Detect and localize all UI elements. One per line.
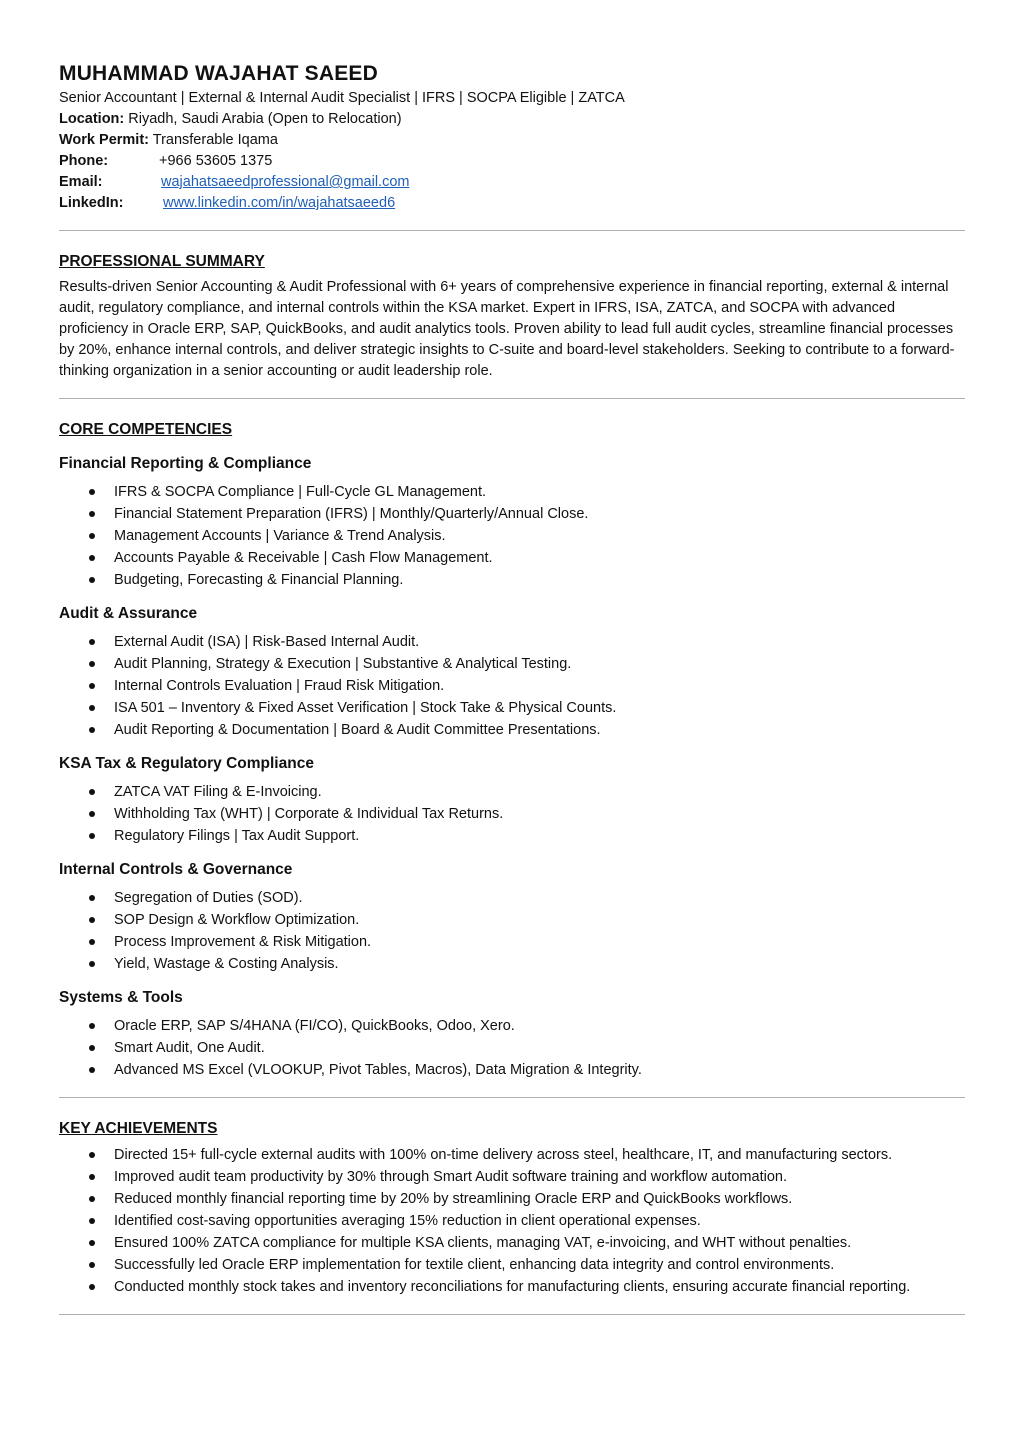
achievements-title: KEY ACHIEVEMENTS [59, 1120, 218, 1137]
competency-list [59, 887, 965, 975]
bullet-icon [89, 661, 95, 667]
list-item-text: Smart Audit, One Audit. [114, 1040, 265, 1056]
achievements-list [59, 1144, 965, 1298]
list-item [59, 1232, 965, 1254]
bullet-icon [89, 1218, 95, 1224]
list-item-text: Internal Controls Evaluation | Fraud Risk Mitigation. [114, 678, 445, 694]
competency-group [59, 859, 965, 975]
list-item [59, 953, 965, 975]
list-item-text: Identified cost-saving opportunities averaging 15% reduction in client operational expenses. [114, 1213, 701, 1229]
list-item-text: ZATCA VAT Filing & E-Invoicing. [114, 784, 322, 800]
competencies-title: CORE COMPETENCIES [59, 421, 233, 438]
list-item-text: Audit Planning, Strategy & Execution | Substantive & Analytical Testing. [114, 656, 572, 672]
list-item-text: Directed 15+ full-cycle external audits with 100% on-time delivery across steel, healthcare, IT, and manufacturing sectors. [114, 1147, 893, 1163]
list-item [59, 825, 965, 847]
bullet-icon [89, 533, 95, 539]
bullet-icon [89, 683, 95, 689]
list-item [59, 1015, 965, 1037]
list-item-text: Successfully led Oracle ERP implementation for textile client, enhancing data integrity and control environments. [114, 1257, 835, 1273]
bullet-icon [89, 639, 95, 645]
list-item [59, 503, 965, 525]
work-permit-label: Work Permit: [59, 132, 149, 148]
resume-header [59, 60, 965, 214]
list-item [59, 675, 965, 697]
list-item-text: Ensured 100% ZATCA compliance for multiple KSA clients, managing VAT, e-invoicing, and WHT without penalties. [114, 1235, 852, 1251]
bullet-icon [89, 555, 95, 561]
bullet-icon [89, 1152, 95, 1158]
email-line [59, 172, 965, 193]
work-permit-value: Transferable Iqama [148, 132, 278, 148]
competency-group [59, 453, 965, 591]
phone-label: Phone: [59, 153, 109, 169]
list-item [59, 1037, 965, 1059]
list-item [59, 1276, 965, 1298]
list-item-text: Yield, Wastage & Costing Analysis. [114, 956, 339, 972]
list-item-text: Segregation of Duties (SOD). [114, 890, 303, 906]
list-item-text: Oracle ERP, SAP S/4HANA (FI/CO), QuickBooks, Odoo, Xero. [114, 1018, 515, 1034]
bullet-icon [89, 811, 95, 817]
competency-group [59, 987, 965, 1081]
bullet-icon [89, 789, 95, 795]
linkedin-line [59, 193, 965, 214]
bullet-icon [89, 1174, 95, 1180]
resume-page [59, 60, 965, 1315]
phone-line [59, 151, 965, 172]
linkedin-label: LinkedIn: [59, 195, 124, 211]
bullet-icon [89, 895, 95, 901]
email-link[interactable]: wajahatsaeedprofessional@gmail.com [161, 174, 410, 190]
bullet-icon [89, 727, 95, 733]
competency-list [59, 481, 965, 591]
divider [59, 1314, 965, 1315]
list-item-text: Budgeting, Forecasting & Financial Planning. [114, 572, 404, 588]
list-item-text: Withholding Tax (WHT) | Corporate & Individual Tax Returns. [114, 806, 504, 822]
list-item-text: Reduced monthly financial reporting time by 20% by streamlining Oracle ERP and QuickBooks workflows. [114, 1191, 793, 1207]
bullet-icon [89, 511, 95, 517]
list-item-text: Management Accounts | Variance & Trend Analysis. [114, 528, 446, 544]
list-item [59, 781, 965, 803]
bullet-icon [89, 1045, 95, 1051]
list-item [59, 525, 965, 547]
list-item [59, 887, 965, 909]
email-label: Email: [59, 174, 103, 190]
work-permit-line [59, 130, 965, 151]
list-item [59, 1254, 965, 1276]
list-item-text: IFRS & SOCPA Compliance | Full-Cycle GL Management. [114, 484, 487, 500]
bullet-icon [89, 961, 95, 967]
bullet-icon [89, 1240, 95, 1246]
list-item [59, 719, 965, 741]
list-item-text: Regulatory Filings | Tax Audit Support. [114, 828, 360, 844]
competency-list [59, 1015, 965, 1081]
bullet-icon [89, 705, 95, 711]
location-line [59, 109, 965, 130]
location-value: Riyadh, Saudi Arabia (Open to Relocation) [124, 111, 402, 127]
competency-list [59, 631, 965, 741]
headline: Senior Accountant | External & Internal Audit Specialist | IFRS | SOCPA Eligible | ZATCA [59, 90, 625, 106]
bullet-icon [89, 1262, 95, 1268]
list-item-text: ISA 501 – Inventory & Fixed Asset Verification | Stock Take & Physical Counts. [114, 700, 617, 716]
list-item-text: SOP Design & Workflow Optimization. [114, 912, 360, 928]
list-item [59, 1059, 965, 1081]
bullet-icon [89, 1284, 95, 1290]
list-item-text: Advanced MS Excel (VLOOKUP, Pivot Tables, Macros), Data Migration & Integrity. [114, 1062, 642, 1078]
list-item-text: External Audit (ISA) | Risk-Based Internal Audit. [114, 634, 420, 650]
summary-text: Results-driven Senior Accounting & Audit Professional with 6+ years of comprehensive experience in financial reporting, external & internal audit, regulatory compliance, and internal controls within the KSA market. Expert in IFRS, ISA, ZATCA, and SOCPA with advanced proficiency in Oracle ERP, SAP, QuickBooks, and audit analytics tools. Proven ability to lead full audit cycles, streamline financial processes by 20%, enhance internal controls, and deliver strategic insights to C-suite and board-level stakeholders. Seeking to contribute to a forward-thinking organization in a senior accounting or audit leadership role. [59, 279, 955, 379]
list-item [59, 1188, 965, 1210]
bullet-icon [89, 939, 95, 945]
list-item-text: Improved audit team productivity by 30% through Smart Audit software training and workflow automation. [114, 1169, 787, 1185]
list-item [59, 1144, 965, 1166]
list-item-text: Audit Reporting & Documentation | Board & Audit Committee Presentations. [114, 722, 601, 738]
bullet-icon [89, 1023, 95, 1029]
list-item [59, 547, 965, 569]
list-item [59, 1210, 965, 1232]
competency-group-title: KSA Tax & Regulatory Compliance [59, 755, 314, 772]
competency-group-title: Internal Controls & Governance [59, 861, 293, 878]
list-item [59, 569, 965, 591]
list-item [59, 697, 965, 719]
list-item [59, 909, 965, 931]
list-item-text: Conducted monthly stock takes and inventory reconciliations for manufacturing clients, ensuring accurate financial reporting. [114, 1279, 911, 1295]
list-item-text: Process Improvement & Risk Mitigation. [114, 934, 372, 950]
competencies-section [59, 419, 965, 1081]
list-item-text: Financial Statement Preparation (IFRS) | Monthly/Quarterly/Annual Close. [114, 506, 589, 522]
phone-value: +966 53605 1375 [159, 153, 273, 169]
summary-section [59, 251, 965, 382]
bullet-icon [89, 833, 95, 839]
competency-group [59, 603, 965, 741]
competency-group-title: Financial Reporting & Compliance [59, 455, 312, 472]
list-item [59, 653, 965, 675]
list-item-text: Accounts Payable & Receivable | Cash Flow Management. [114, 550, 493, 566]
bullet-icon [89, 1196, 95, 1202]
list-item [59, 1166, 965, 1188]
bullet-icon [89, 917, 95, 923]
achievements-section [59, 1118, 965, 1298]
competency-list [59, 781, 965, 847]
linkedin-link[interactable]: www.linkedin.com/in/wajahatsaeed6 [163, 195, 396, 211]
list-item [59, 803, 965, 825]
list-item [59, 931, 965, 953]
bullet-icon [89, 577, 95, 583]
bullet-icon [89, 489, 95, 495]
bullet-icon [89, 1067, 95, 1073]
competency-group [59, 753, 965, 847]
list-item [59, 631, 965, 653]
summary-title: PROFESSIONAL SUMMARY [59, 253, 265, 270]
competency-group-title: Systems & Tools [59, 989, 183, 1006]
candidate-name: MUHAMMAD WAJAHAT SAEED [59, 62, 379, 85]
list-item [59, 481, 965, 503]
location-label: Location: [59, 111, 125, 127]
competency-group-title: Audit & Assurance [59, 605, 198, 622]
